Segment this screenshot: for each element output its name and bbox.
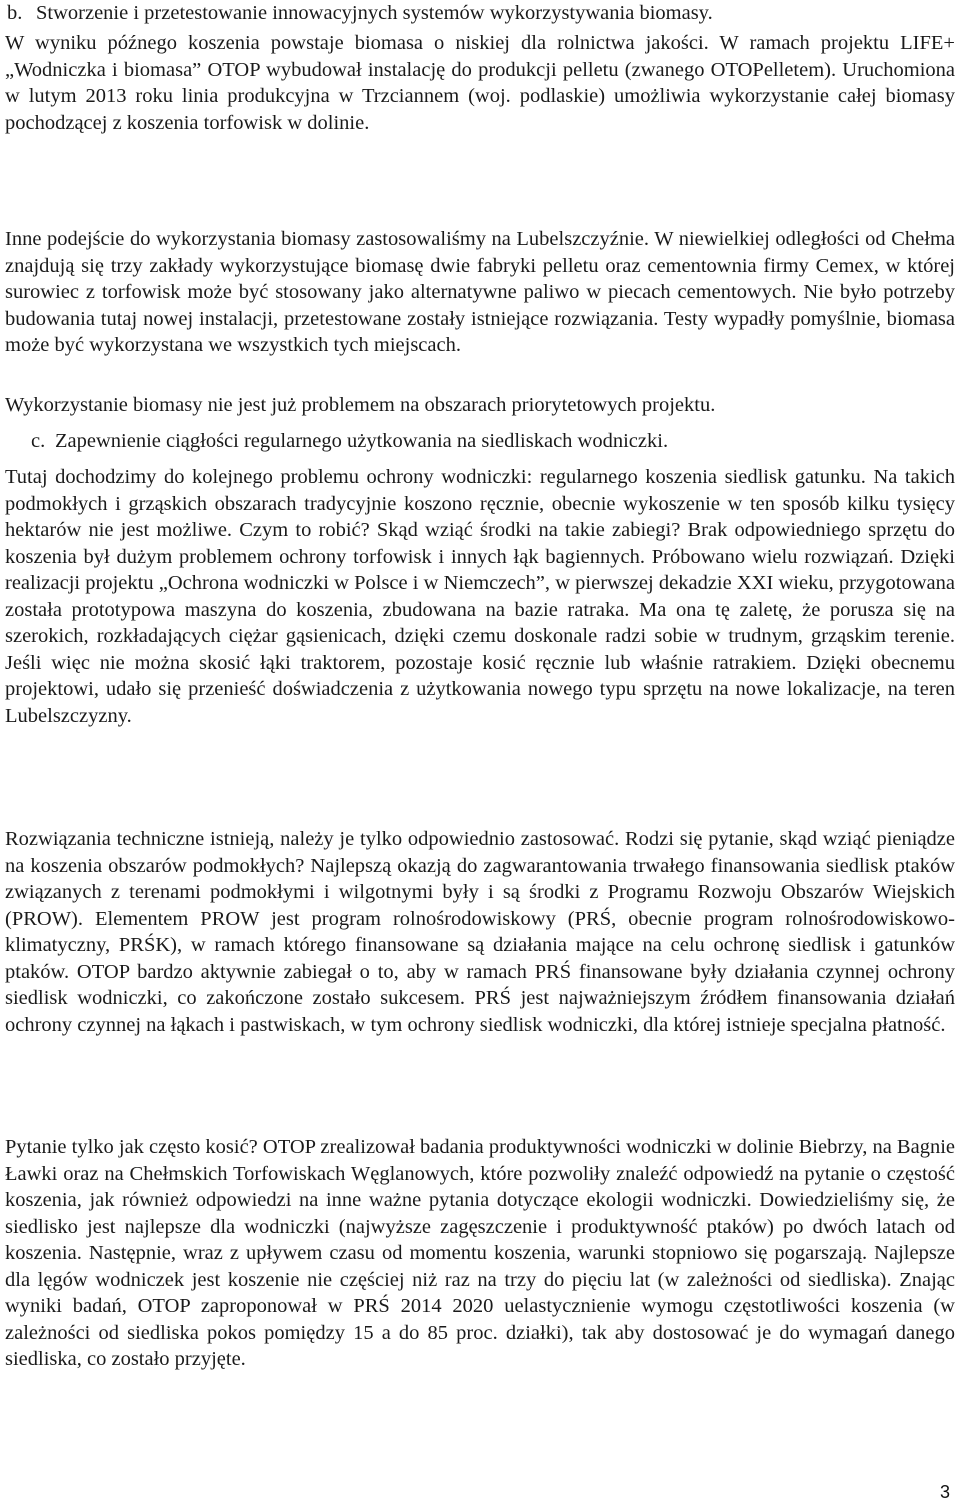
paragraph: W wyniku późnego koszenia powstaje biomasa o niskiej dla rolnictwa jakości. W ramach projektu LIFE+ „Wodniczka i biomasa” OTOP wybudował instalację do produkcji pelletu (zwanego OTOPelletem). Uruchomiona w lutym 2013 roku linia produkcyjna w Trzciannem (woj. podlaskie) umożliwia wykorzystanie całej biomasy pochodzącej z koszenia torfowisk w dolinie. bbox=[5, 32, 955, 134]
section-marker: c. bbox=[31, 430, 46, 452]
section-heading-c bbox=[5, 428, 668, 455]
paragraph: Rozwiązania techniczne istnieją, należy je tylko odpowiednio zastosować. Rodzi się pytanie, skąd wziąć pieniądze na koszenia obszarów podmokłych? Najlepszą okazją do zagwarantowania trwałego finansowania siedlisk ptaków związanych z terenami podmokłymi i wilgotnymi były i są środki z Programu Rozwoju Obszarów Wiejskich (PROW). Elementem PROW jest program rolnośrodowiskowy (PRŚ, obecnie program rolnośrodowiskowo-klimatyczny, PRŚK), w ramach którego finansowane są działania mające na celu ochronę siedlisk i gatunków ptaków. OTOP bardzo aktywnie zabiegał o to, aby w ramach PRŚ finansowane były działania czynnej ochrony siedlisk wodniczki, co zakończone zostało sukcesem. PRŚ jest najważniejszym źródłem finansowania działań ochrony czynnej na łąkach i pastwiskach, w tym ochrony siedlisk wodniczki, dla której istnieje specjalna płatność. bbox=[5, 828, 955, 1036]
section-heading-b bbox=[5, 0, 713, 27]
section-marker: b. bbox=[7, 2, 23, 24]
section-title: Stworzenie i przetestowanie innowacyjnych systemów wykorzystywania biomasy. bbox=[36, 2, 713, 24]
paragraph: Inne podejście do wykorzystania biomasy zastosowaliśmy na Lubelszczyźnie. W niewielkiej odległości od Chełma znajdują się trzy zakłady wykorzystujące biomasę dwie fabryki pelletu oraz cementownia firmy Cemex, w której surowiec z torfowisk może być stosowany jako alternatywne paliwo w piecach cementowych. Nie było potrzeby budowania tutaj nowej instalacji, przetestowane zostały istniejące rozwiązania. Testy wypadły pomyślnie, biomasa może być wykorzystana we wszystkich tych miejscach. bbox=[5, 228, 955, 356]
paragraph: Tutaj dochodzimy do kolejnego problemu ochrony wodniczki: regularnego koszenia siedlisk gatunku. Na takich podmokłych i grząskich obszarach tradycyjnie koszono ręcznie, obecnie wykoszenie w ten sposób kilku tysięcy hektarów nie jest możliwe. Czym to robić? Skąd wziąć środki na takie zabiegi? Brak odpowiedniego sprzętu do koszenia był dużym problemem ochrony torfowisk i innych łąk bagiennych. Próbowano wielu rozwiązań. Dzięki realizacji projektu „Ochrona wodniczki w Polsce i w Niemczech”, w pierwszej dekadzie XXI wieku, przygotowana została prototypowa maszyna do koszenia, zbudowana na bazie ratraka. Ma ona tę zaletę, że porusza się na szerokich, rozkładających ciężar gąsienicach, dzięki czemu doskonale radzi sobie w trudnym, grząskim terenie. Jeśli więc nie można skosić łąki traktorem, pozostaje kosić ręcznie lub właśnie ratrakiem. Dzięki obecnemu projektowi, udało się przenieść doświadczenia z użytkowania nowego typu sprzętu na nowe lokalizacje, na teren Lubelszczyzny. bbox=[5, 466, 955, 727]
section-title: Zapewnienie ciągłości regularnego użytkowania na siedliskach wodniczki. bbox=[55, 430, 669, 452]
page-number: 3 bbox=[939, 1482, 950, 1502]
paragraph: Wykorzystanie biomasy nie jest już problemem na obszarach priorytetowych projektu. bbox=[5, 394, 716, 416]
paragraph: Pytanie tylko jak często kosić? OTOP zrealizował badania produktywności wodniczki w dolinie Biebrzy, na Bagnie Ławki oraz na Chełmskich Torfowiskach Węglanowych, które pozwoliły znaleźć odpowiedź na pytanie o częstość koszenia, jak również odpowiedzi na inne ważne pytania dotyczące ekologii wodniczki. Dowiedzieliśmy się, że siedlisko jest najlepsze dla wodniczki (najwyższe zagęszczenie i produktywność ptaków) po dwóch latach od koszenia. Następnie, wraz z upływem czasu od momentu koszenia, warunki stopniowo się pogarszają. Najlepsze dla lęgów wodniczek jest koszenie nie częściej niż raz na trzy do pięciu lat (w zależności od siedliska). Znając wyniki badań, OTOP zaproponował w PRŚ 2014 2020 uelastycznienie wymogu częstotliwości koszenia (w zależności od siedliska pokos pomiędzy 15 a do 85 proc. działki), tak aby dostosować je do wymagań danego siedliska, co zostało przyjęte. bbox=[5, 1136, 955, 1370]
